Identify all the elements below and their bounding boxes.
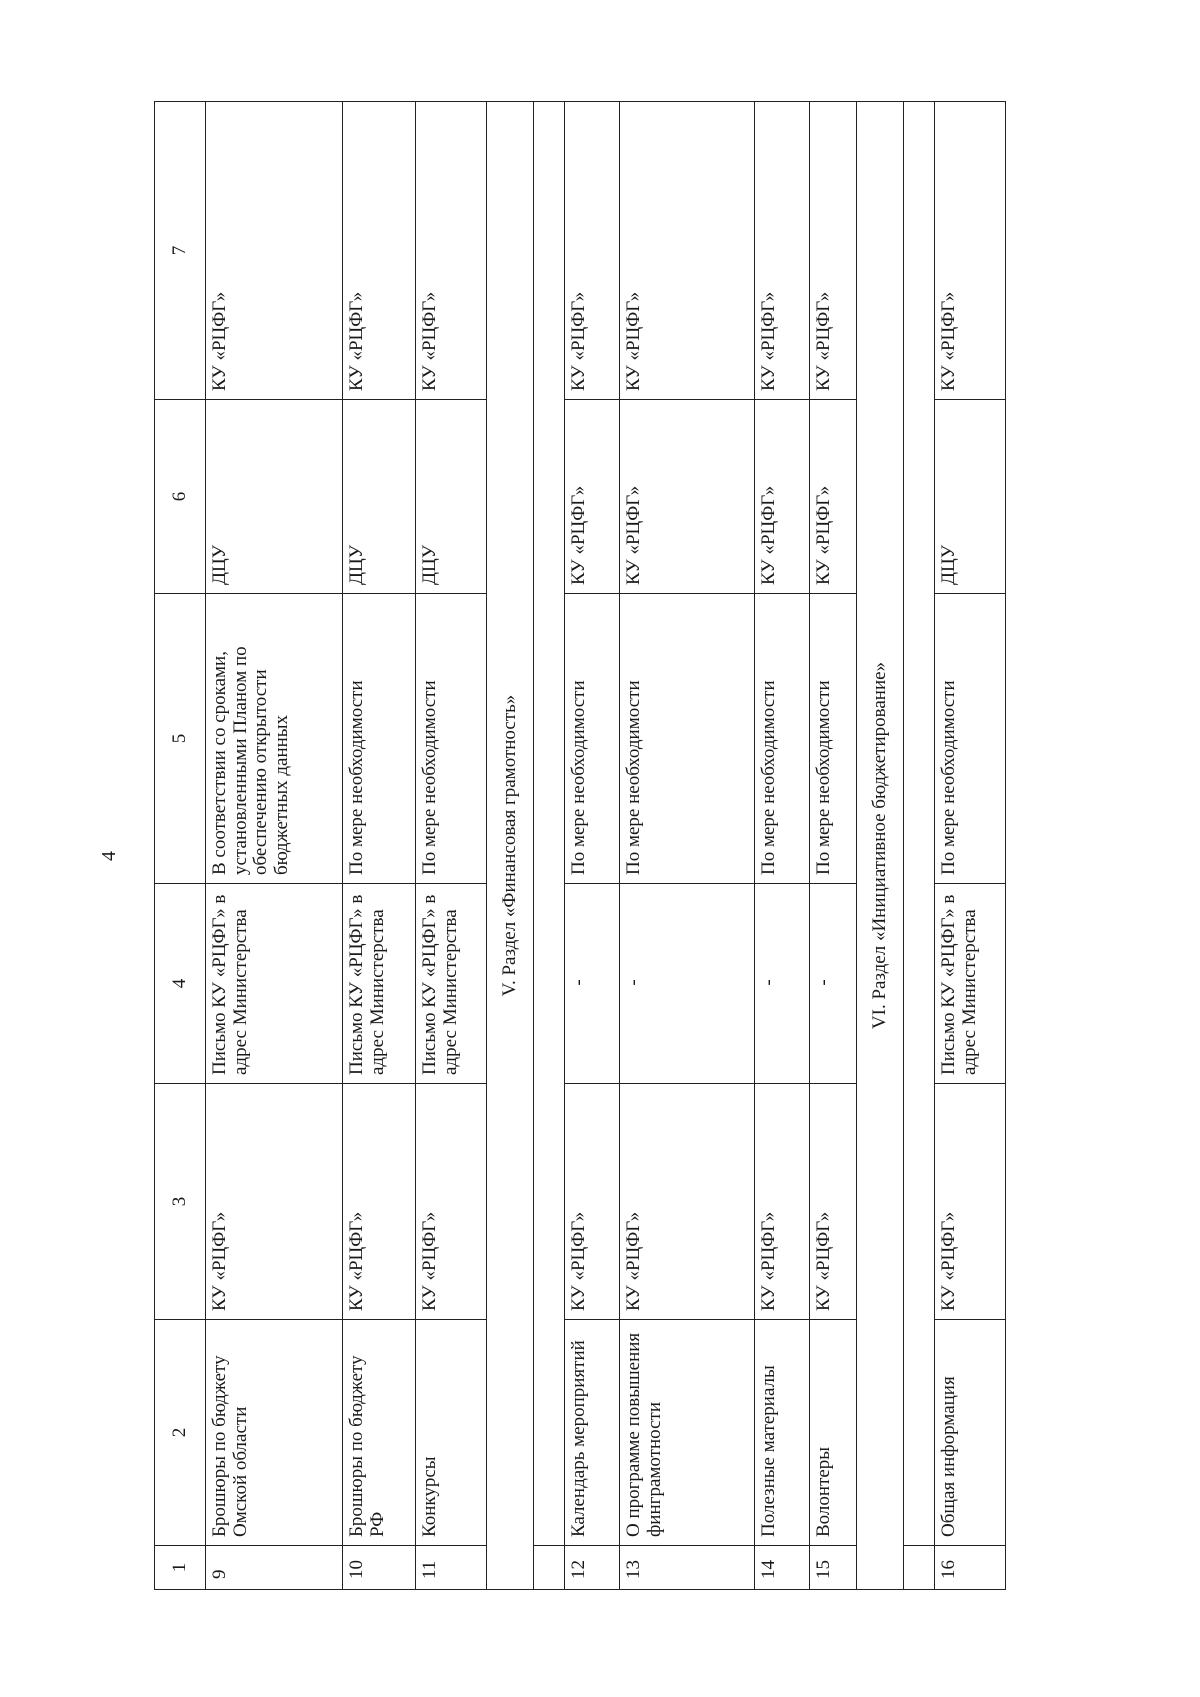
row-placement: КУ «РЦФГ» (810, 400, 857, 594)
table-row (810, 102, 857, 1590)
row-executor: КУ «РЦФГ» (810, 102, 857, 400)
table-row (343, 102, 416, 1590)
row-placement: ДЦУ (935, 400, 1006, 594)
row-number: 9 (206, 1546, 343, 1590)
row-name: О программе повышения фингрaмотности (620, 1320, 755, 1546)
row-name: Календарь мероприятий (565, 1320, 620, 1546)
section-heading-financial-literacy: V. Раздел «Финансовая грамотность» (487, 102, 534, 1590)
row-name: Брошюры по бюджету Омской области (206, 1320, 343, 1546)
row-basis: - (755, 884, 810, 1084)
row-term: В соответствии со сроками, установленными Планом по обеспечению открытости бюджетных данных (206, 594, 343, 884)
row-executor: КУ «РЦФГ» (206, 102, 343, 400)
row-number: 13 (620, 1546, 755, 1590)
row-placement: КУ «РЦФГ» (565, 400, 620, 594)
row-term: По мере необходимости (935, 594, 1006, 884)
row-placement: КУ «РЦФГ» (755, 400, 810, 594)
header-cell-4: 4 (155, 884, 206, 1084)
row-responsible: КУ «РЦФГ» (755, 1084, 810, 1320)
row-number: 16 (935, 1546, 1006, 1590)
table-row (755, 102, 810, 1590)
document-table-wrapper (154, 102, 1024, 1590)
table-row (620, 102, 755, 1590)
row-responsible: КУ «РЦФГ» (206, 1084, 343, 1320)
header-cell-2: 2 (155, 1320, 206, 1546)
row-term: По мере необходимости (565, 594, 620, 884)
header-cell-3: 3 (155, 1084, 206, 1320)
row-executor: КУ «РЦФГ» (935, 102, 1006, 400)
row-basis: Письмо КУ «РЦФГ» в адрес Министерства (206, 884, 343, 1084)
row-basis: Письмо КУ «РЦФГ» в адрес Министерства (343, 884, 416, 1084)
row-term: По мере необходимости (620, 594, 755, 884)
header-cell-1: 1 (155, 1546, 206, 1590)
empty-cell (534, 102, 565, 1546)
row-basis: Письмо КУ «РЦФГ» в адрес Министерства (935, 884, 1006, 1084)
row-executor: КУ «РЦФГ» (620, 102, 755, 400)
row-name: Полезные материалы (755, 1320, 810, 1546)
table-row (935, 102, 1006, 1590)
section-row (487, 102, 534, 1590)
empty-cell (904, 1546, 935, 1590)
empty-cell (534, 1546, 565, 1590)
table-header-row (155, 102, 206, 1590)
row-placement: ДЦУ (206, 400, 343, 594)
row-number: 15 (810, 1546, 857, 1590)
spacer-row (904, 102, 935, 1590)
document-table (154, 101, 1006, 1590)
table-row (416, 102, 487, 1590)
header-cell-5: 5 (155, 594, 206, 884)
row-number: 11 (416, 1546, 487, 1590)
row-basis: - (565, 884, 620, 1084)
row-name: Конкурсы (416, 1320, 487, 1546)
row-name: Волонтеры (810, 1320, 857, 1546)
row-responsible: КУ «РЦФГ» (343, 1084, 416, 1320)
header-cell-6: 6 (155, 400, 206, 594)
row-responsible: КУ «РЦФГ» (620, 1084, 755, 1320)
row-responsible: КУ «РЦФГ» (416, 1084, 487, 1320)
row-name: Общая информация (935, 1320, 1006, 1546)
row-basis: - (620, 884, 755, 1084)
row-term: По мере необходимости (343, 594, 416, 884)
row-name: Брошюры по бюджету РФ (343, 1320, 416, 1546)
row-responsible: КУ «РЦФГ» (565, 1084, 620, 1320)
empty-cell (904, 102, 935, 1546)
row-responsible: КУ «РЦФГ» (935, 1084, 1006, 1320)
row-responsible: КУ «РЦФГ» (810, 1084, 857, 1320)
row-term: По мере необходимости (810, 594, 857, 884)
row-executor: КУ «РЦФГ» (343, 102, 416, 400)
page-number: 4 (98, 851, 120, 861)
row-basis: Письмо КУ «РЦФГ» в адрес Министерства (416, 884, 487, 1084)
row-executor: КУ «РЦФГ» (755, 102, 810, 400)
row-term: По мере необходимости (755, 594, 810, 884)
row-placement: КУ «РЦФГ» (620, 400, 755, 594)
row-executor: КУ «РЦФГ» (416, 102, 487, 400)
section-row (857, 102, 904, 1590)
section-heading-initiative-budgeting: VI. Раздел «Инициативное бюджетирование» (857, 102, 904, 1590)
spacer-row (534, 102, 565, 1590)
header-cell-7: 7 (155, 102, 206, 400)
row-number: 12 (565, 1546, 620, 1590)
row-executor: КУ «РЦФГ» (565, 102, 620, 400)
row-placement: ДЦУ (416, 400, 487, 594)
row-number: 10 (343, 1546, 416, 1590)
row-term: По мере необходимости (416, 594, 487, 884)
table-row (206, 102, 343, 1590)
table-row (565, 102, 620, 1590)
row-placement: ДЦУ (343, 400, 416, 594)
row-basis: - (810, 884, 857, 1084)
row-number: 14 (755, 1546, 810, 1590)
